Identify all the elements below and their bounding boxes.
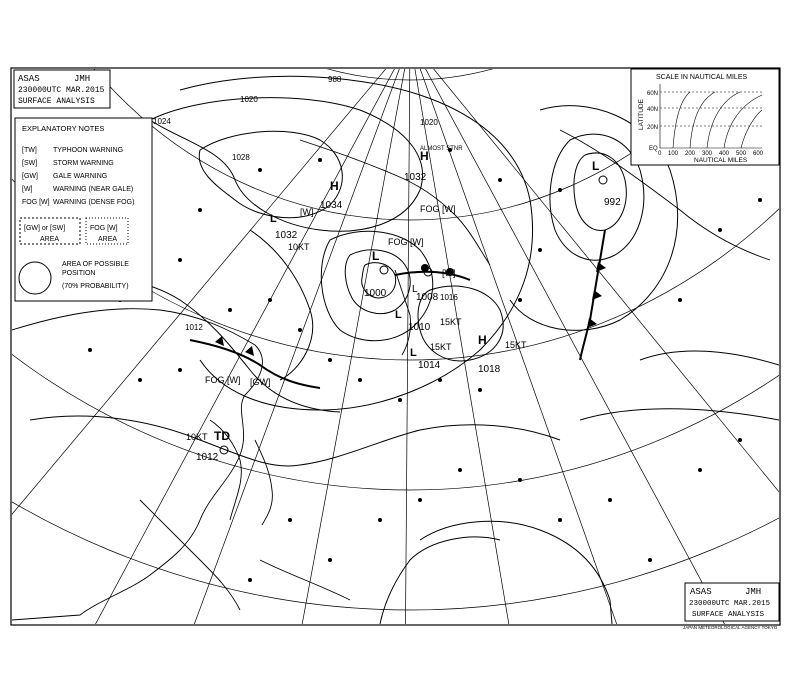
system-pressure: 1012: [196, 452, 219, 463]
isobar-value: 1028: [232, 153, 250, 162]
system-kind: TD: [214, 429, 230, 443]
legend-code: [TW]: [22, 147, 37, 154]
isobar-value: 1024: [153, 117, 171, 126]
system-pressure: 1032: [404, 172, 427, 183]
isobar-value: 988: [328, 75, 342, 84]
issuer-credit: JAPAN METEOROLOGICAL AGENCY TOKYO: [683, 625, 778, 630]
system-kind: H: [478, 333, 487, 347]
legend-area-word-2: AREA: [98, 236, 118, 243]
warning-near-gale-1: [W]: [300, 207, 314, 217]
system-note: 15KT: [505, 340, 527, 350]
nm-tick: 100: [668, 151, 679, 157]
legend-code: FOG [W]: [22, 199, 50, 206]
legend-label: TYPHOON WARNING: [53, 147, 124, 154]
header-agency: ASAS: [18, 74, 40, 84]
system-kind: L: [395, 309, 402, 321]
legend-area-word: AREA: [40, 236, 60, 243]
footer-box: [685, 583, 779, 621]
isobar-value: 1020: [240, 95, 258, 104]
system-note: 15KT: [430, 342, 452, 352]
system-kind: H: [420, 149, 429, 163]
legend-box: [15, 118, 152, 301]
system-pressure: 1000: [364, 288, 387, 299]
system-pressure: 1018: [478, 364, 501, 375]
system-note: 15KT: [440, 317, 462, 327]
nm-tick: 0: [658, 151, 662, 157]
legend-label: WARNING (NEAR GALE): [53, 186, 134, 193]
system-pressure: 1008: [416, 292, 439, 303]
scale-x-label: NAUTICAL MILES: [694, 157, 748, 164]
nm-tick: 200: [685, 151, 696, 157]
warning-fog-3: FOG [W]: [205, 375, 241, 385]
lat-tick: EQ: [649, 146, 658, 152]
legend-title: EXPLANATORY NOTES: [22, 124, 105, 133]
isobar-value: 1012: [185, 323, 203, 332]
legend-item: [22, 199, 134, 206]
system-pressure: 1032: [275, 230, 298, 241]
isobar-value: 1020: [420, 118, 438, 127]
system-kind: L: [410, 347, 417, 359]
footer-code: JMH: [745, 587, 762, 597]
system-kind: H: [330, 179, 339, 193]
footer-agency: ASAS: [690, 587, 712, 597]
warning-fog-2: FOG [W]: [388, 237, 424, 247]
system-note: 10KT: [186, 432, 208, 442]
system-pressure: 1010: [408, 322, 431, 333]
legend-label: GALE WARNING: [53, 173, 108, 180]
legend-item: [22, 173, 107, 180]
nm-tick: 500: [736, 151, 747, 157]
nm-tick: 300: [702, 151, 713, 157]
system-kind: L: [412, 284, 418, 295]
header-box: [14, 70, 110, 108]
system-note: ALMOST STNR: [420, 146, 463, 152]
warning-fog-1: FOG [W]: [420, 204, 456, 214]
legend-area-left: [GW] or [SW]: [24, 225, 66, 232]
nm-tick: 400: [719, 151, 730, 157]
header-code: JMH: [74, 74, 91, 84]
system-kind: L: [372, 249, 380, 263]
legend-area-right: FOG [W]: [90, 225, 118, 232]
legend-possible-2: POSITION: [62, 270, 96, 277]
scale-y-label: LATITUDE: [638, 99, 645, 130]
legend-code: [GW]: [22, 173, 38, 180]
system-kind: L: [270, 213, 277, 225]
legend-label: WARNING (DENSE FOG): [53, 199, 135, 206]
header-product: SURFACE ANALYSIS: [18, 97, 95, 106]
legend-code: [SW]: [22, 160, 38, 167]
legend-possible-1: AREA OF POSSIBLE: [62, 261, 129, 268]
scale-title: SCALE IN NAUTICAL MILES: [656, 74, 748, 81]
warning-near-gale-2: [W]: [442, 268, 456, 278]
system-pressure: 1034: [320, 200, 343, 211]
warning-gale: [GW]: [250, 377, 271, 387]
scale-box: [631, 69, 779, 165]
footer-valid-time: 230000UTC MAR.2015: [689, 600, 771, 608]
legend-item: [22, 160, 114, 167]
system-kind: L: [592, 159, 600, 173]
lat-tick: 60N: [647, 91, 659, 97]
nm-tick: 600: [753, 151, 764, 157]
legend-possible-3: (70% PROBABILITY): [62, 283, 129, 290]
system-pressure: 992: [604, 197, 621, 208]
footer-product: SURFACE ANALYSIS: [692, 611, 765, 619]
lat-tick: 20N: [647, 125, 659, 131]
lat-tick: 40N: [647, 107, 659, 113]
header-valid-time: 230000UTC MAR.2015: [18, 86, 105, 95]
isobar-value: 1016: [440, 293, 458, 302]
system-note: 10KT: [288, 242, 310, 252]
legend-label: STORM WARNING: [53, 160, 114, 167]
system-pressure: 1014: [418, 360, 441, 371]
legend-code: [W]: [22, 186, 33, 193]
